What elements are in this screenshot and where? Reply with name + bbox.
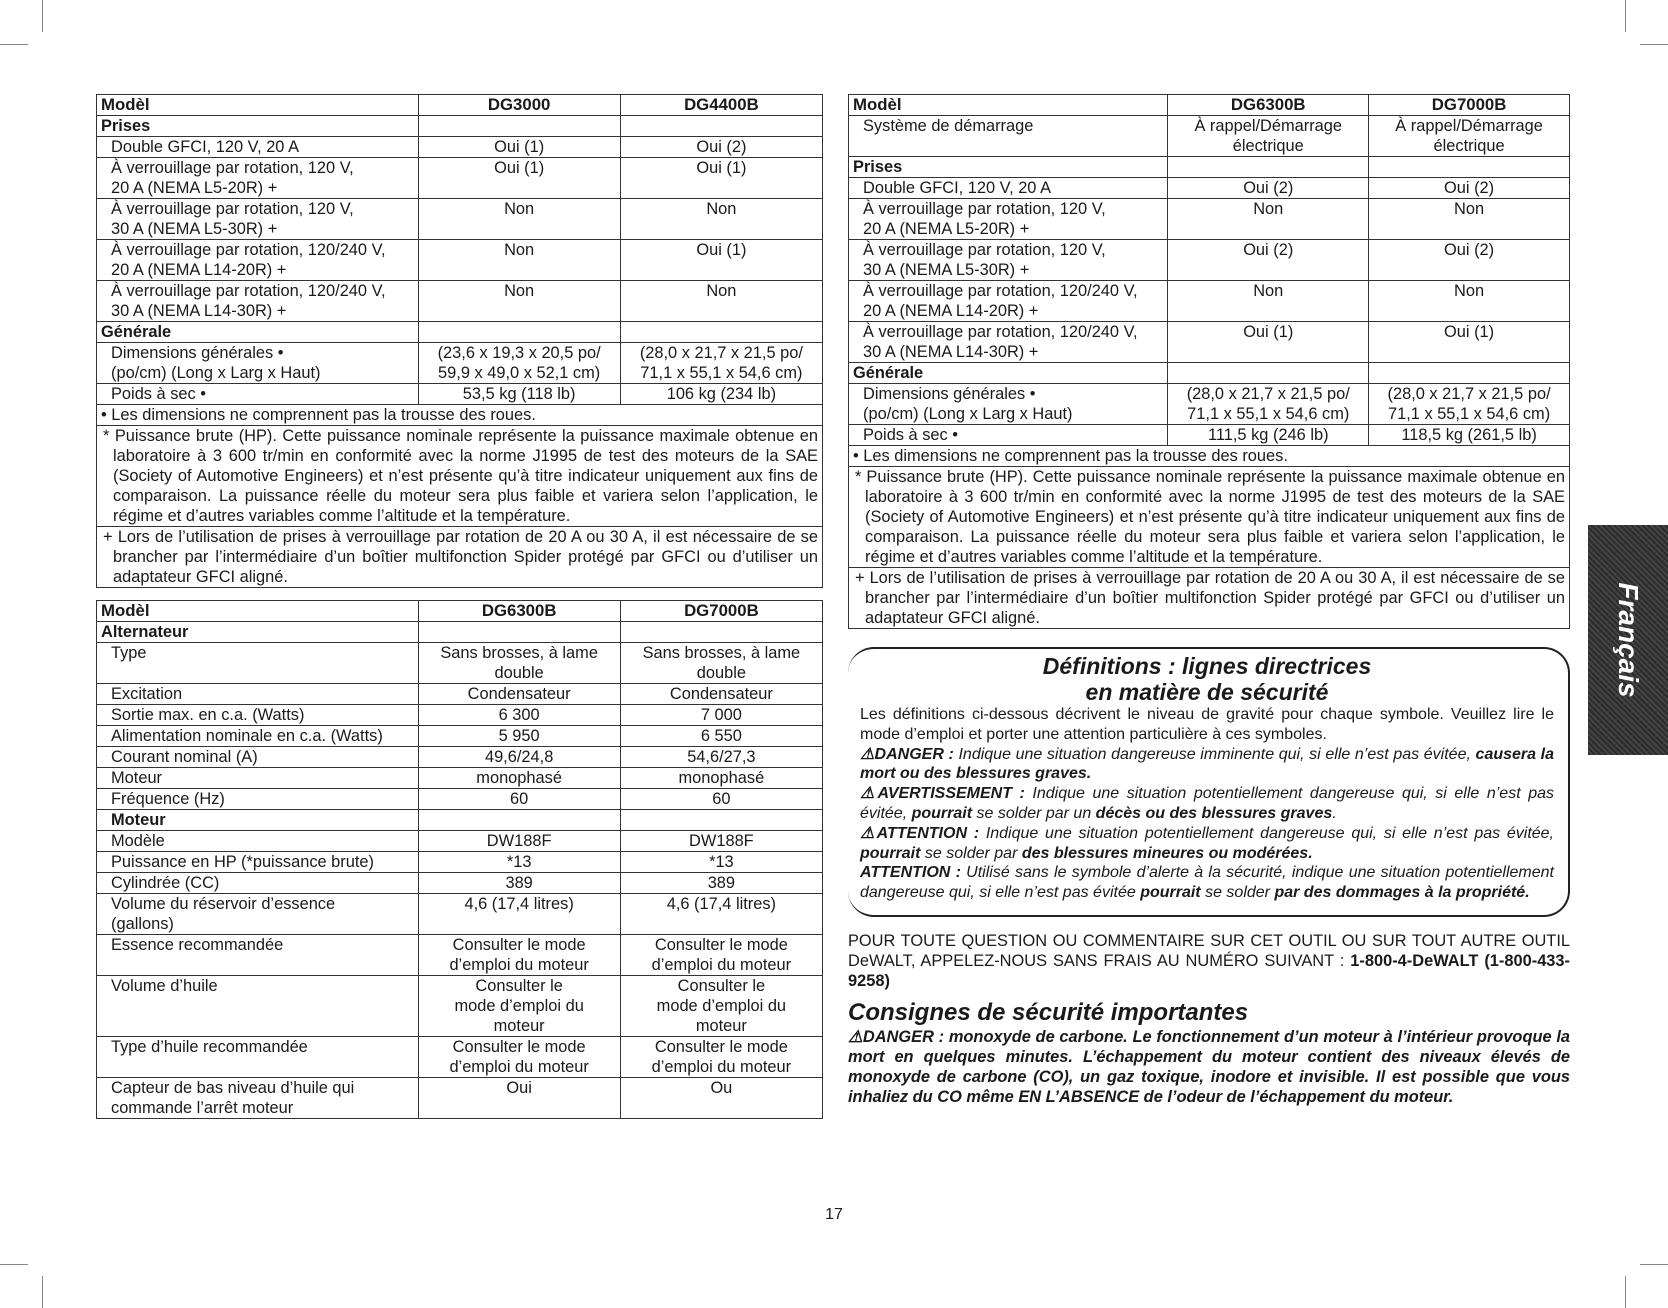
value-model-b bbox=[1369, 363, 1570, 384]
danger-definition: ⚠DANGER : Indique une situation dangereuse imminente qui, si elle n’est pas évitée, causera la mort ou des blessures graves. bbox=[860, 745, 1555, 783]
value-model-a bbox=[1168, 157, 1369, 178]
table-row bbox=[97, 684, 823, 705]
row-label: Essence recommandée bbox=[97, 935, 419, 976]
value-model-b: 54,6/27,3 bbox=[620, 747, 822, 768]
table-row bbox=[97, 1078, 823, 1119]
value-model-b: Oui (2) bbox=[620, 137, 822, 158]
crop-mark bbox=[42, 0, 43, 32]
value-model-b bbox=[620, 810, 822, 831]
column-header-model-b: DG7000B bbox=[620, 601, 822, 622]
table-header-row bbox=[97, 601, 823, 622]
table-note bbox=[97, 426, 823, 527]
value-model-b: Ou bbox=[620, 1078, 822, 1119]
table-row bbox=[97, 747, 823, 768]
table-section-row bbox=[849, 363, 1570, 384]
value-model-b: Condensateur bbox=[620, 684, 822, 705]
crop-mark bbox=[1625, 0, 1626, 32]
table-note-text: * Puissance brute (HP). Cette puissance nominale représente la puissance maximale obtenue en laboratoire à 3 600 tr/min en conformité avec la norme J1995 de test des moteurs de la SAE (Society of Automotive Engineers) et n’est présente qu’à titre indicateur uniquement aux fins de comparaison. La puissance réelle du moteur sera plus faible et variera selon l’application, le régime et d’autres variables comme l’altitude et la température. bbox=[855, 468, 1565, 566]
value-model-b: Non bbox=[620, 281, 822, 322]
row-label: À verrouillage par rotation, 120 V, 20 A (NEMA L5-20R) + bbox=[97, 158, 419, 199]
table-row bbox=[849, 322, 1570, 363]
row-label: Cylindrée (CC) bbox=[97, 873, 419, 894]
value-model-a bbox=[418, 622, 620, 643]
table-header-row bbox=[97, 95, 823, 116]
value-model-a: (28,0 x 21,7 x 21,5 po/ 71,1 x 55,1 x 54,6 cm) bbox=[1168, 384, 1369, 425]
table-row bbox=[849, 240, 1570, 281]
row-label: Type bbox=[97, 643, 419, 684]
value-model-b: 106 kg (234 lb) bbox=[620, 384, 822, 405]
row-label: À verrouillage par rotation, 120/240 V, 30 A (NEMA L14-30R) + bbox=[849, 322, 1168, 363]
value-model-a: Consulter le mode d’emploi du moteur bbox=[418, 1037, 620, 1078]
crop-mark bbox=[1625, 1276, 1626, 1308]
table-note-row bbox=[97, 426, 823, 527]
value-model-a: Oui (1) bbox=[1168, 322, 1369, 363]
value-model-a: Oui (1) bbox=[418, 158, 620, 199]
value-model-b: *13 bbox=[620, 852, 822, 873]
notice-label: ATTENTION : bbox=[860, 864, 961, 882]
value-model-a: 4,6 (17,4 litres) bbox=[418, 894, 620, 935]
row-label: Double GFCI, 120 V, 20 A bbox=[849, 178, 1168, 199]
value-model-b: monophasé bbox=[620, 768, 822, 789]
crop-mark bbox=[1640, 44, 1668, 45]
value-model-b: (28,0 x 21,7 x 21,5 po/ 71,1 x 55,1 x 54,6 cm) bbox=[1369, 384, 1570, 425]
value-model-a: Non bbox=[418, 281, 620, 322]
value-model-a: Non bbox=[1168, 199, 1369, 240]
value-model-a: Consulter le mode d’emploi du moteur bbox=[418, 976, 620, 1037]
table-row bbox=[97, 281, 823, 322]
column-header-model-b: DG4400B bbox=[620, 95, 822, 116]
value-model-a: 6 300 bbox=[418, 705, 620, 726]
warning-label: ⚠AVERTISSEMENT : bbox=[860, 785, 1025, 803]
left-column bbox=[96, 94, 823, 1119]
value-model-b: Consulter le mode d’emploi du moteur bbox=[620, 935, 822, 976]
row-label: Fréquence (Hz) bbox=[97, 789, 419, 810]
value-model-a: monophasé bbox=[418, 768, 620, 789]
table-row bbox=[849, 178, 1570, 199]
contact-info: POUR TOUTE QUESTION OU COMMENTAIRE SUR CET OUTIL OU SUR TOUT AUTRE OUTIL DeWALT, APPELEZ-NOUS SANS FRAIS AU NUMÉRO SUIVANT : 1-800-4-DeWALT (1-800-433-9258) bbox=[848, 931, 1570, 990]
row-label: Poids à sec • bbox=[849, 425, 1168, 446]
value-model-a bbox=[418, 322, 620, 343]
column-header-model-b: DG7000B bbox=[1369, 95, 1570, 116]
table-row bbox=[97, 726, 823, 747]
value-model-a: Consulter le mode d’emploi du moteur bbox=[418, 935, 620, 976]
table-note-row bbox=[849, 446, 1570, 467]
phone-number: 1-800-4-DeWALT (1-800-433-9258) bbox=[848, 951, 1570, 990]
safety-title-line-1: Définitions : lignes directrices bbox=[1042, 653, 1372, 679]
row-label: Modèle bbox=[97, 831, 419, 852]
row-label: À verrouillage par rotation, 120/240 V, 20 A (NEMA L14-20R) + bbox=[849, 281, 1168, 322]
row-label: Moteur bbox=[97, 768, 419, 789]
column-header-model-a: DG6300B bbox=[1168, 95, 1369, 116]
language-tab-label: Français bbox=[1613, 582, 1644, 698]
table-section-row bbox=[97, 322, 823, 343]
table-row bbox=[97, 137, 823, 158]
value-model-b: Sans brosses, à lame double bbox=[620, 643, 822, 684]
row-label: À verrouillage par rotation, 120 V, 20 A (NEMA L5-20R) + bbox=[849, 199, 1168, 240]
value-model-a: Oui bbox=[418, 1078, 620, 1119]
spec-table-dg3000-dg4400b bbox=[96, 94, 823, 588]
value-model-a: 111,5 kg (246 lb) bbox=[1168, 425, 1369, 446]
row-label: Alimentation nominale en c.a. (Watts) bbox=[97, 726, 419, 747]
value-model-a: Non bbox=[1168, 281, 1369, 322]
value-model-b: Oui (1) bbox=[1369, 322, 1570, 363]
row-label: Capteur de bas niveau d’huile qui commande l’arrêt moteur bbox=[97, 1078, 419, 1119]
value-model-b: (28,0 x 21,7 x 21,5 po/ 71,1 x 55,1 x 54,6 cm) bbox=[620, 343, 822, 384]
value-model-b: 4,6 (17,4 litres) bbox=[620, 894, 822, 935]
table-row bbox=[97, 976, 823, 1037]
value-model-a: 5 950 bbox=[418, 726, 620, 747]
crop-mark bbox=[0, 44, 28, 45]
value-model-a: Non bbox=[418, 240, 620, 281]
table-section-row bbox=[97, 810, 823, 831]
table-row bbox=[97, 643, 823, 684]
crop-mark bbox=[1640, 1264, 1668, 1265]
value-model-a: *13 bbox=[418, 852, 620, 873]
caution-definition: ⚠ATTENTION : Indique une situation potentiellement dangereuse qui, si elle n’est pas évitée, pourrait se solder par des blessures mineures ou modérées. bbox=[860, 824, 1555, 862]
value-model-a: Oui (1) bbox=[418, 137, 620, 158]
row-label: Puissance en HP (*puissance brute) bbox=[97, 852, 419, 873]
right-column bbox=[848, 94, 1570, 1107]
value-model-a bbox=[1168, 363, 1369, 384]
row-label: Volume d’huile bbox=[97, 976, 419, 1037]
table-note-row bbox=[849, 467, 1570, 568]
table-note bbox=[849, 568, 1570, 629]
caution-label: ⚠ATTENTION : bbox=[860, 824, 980, 842]
row-label: Prises bbox=[97, 116, 419, 137]
value-model-b: Oui (2) bbox=[1369, 240, 1570, 281]
column-header-model: Modèl bbox=[97, 601, 419, 622]
language-tab bbox=[1588, 525, 1668, 755]
table-row bbox=[97, 343, 823, 384]
notice-definition: ATTENTION : Utilisé sans le symbole d’alerte à la sécurité, indique une situation potentiellement dangereuse qui, si elle n’est pas évitée pourrait se solder par des dommages à la propriété. bbox=[860, 864, 1554, 902]
table-note-row bbox=[849, 568, 1570, 629]
important-safety-title: Consignes de sécurité importantes bbox=[848, 998, 1249, 1026]
row-label: Double GFCI, 120 V, 20 A bbox=[97, 137, 419, 158]
value-model-b: Oui (2) bbox=[1369, 178, 1570, 199]
crop-mark bbox=[42, 1276, 43, 1308]
table-row bbox=[849, 281, 1570, 322]
row-label: Générale bbox=[97, 322, 419, 343]
table-row bbox=[97, 1037, 823, 1078]
column-header-model-a: DG6300B bbox=[418, 601, 620, 622]
row-label: À verrouillage par rotation, 120/240 V, 30 A (NEMA L14-30R) + bbox=[97, 281, 419, 322]
value-model-b: Oui (1) bbox=[620, 158, 822, 199]
row-label: Dimensions générales • (po/cm) (Long x Larg x Haut) bbox=[97, 343, 419, 384]
table-row bbox=[97, 789, 823, 810]
table-row bbox=[849, 199, 1570, 240]
value-model-b: 6 550 bbox=[620, 726, 822, 747]
table-note bbox=[849, 467, 1570, 568]
value-model-b bbox=[620, 622, 822, 643]
table-row bbox=[97, 705, 823, 726]
row-label: Poids à sec • bbox=[97, 384, 419, 405]
column-header-model: Modèl bbox=[97, 95, 419, 116]
value-model-b: Non bbox=[620, 199, 822, 240]
value-model-a: Sans brosses, à lame double bbox=[418, 643, 620, 684]
warning-definition: ⚠AVERTISSEMENT : Indique une situation potentiellement dangereuse qui, si elle n’est pas évitée, pourrait se solder par un décès ou des blessures graves. bbox=[860, 785, 1554, 822]
row-label: Sortie max. en c.a. (Watts) bbox=[97, 705, 419, 726]
value-model-b bbox=[620, 116, 822, 137]
value-model-b: Consulter le mode d’emploi du moteur bbox=[620, 976, 822, 1037]
table-note bbox=[97, 527, 823, 588]
row-label: Prises bbox=[849, 157, 1168, 178]
table-note-row bbox=[97, 405, 823, 426]
row-label: Excitation bbox=[97, 684, 419, 705]
row-label: Volume du réservoir d’essence (gallons) bbox=[97, 894, 419, 935]
value-model-a bbox=[418, 810, 620, 831]
table-row bbox=[97, 384, 823, 405]
safety-title-line-2: en matière de sécurité bbox=[1085, 679, 1329, 705]
value-model-a: Condensateur bbox=[418, 684, 620, 705]
safety-intro: Les définitions ci-dessous décrivent le niveau de gravité pour chaque symbole. Veuillez lire le mode d’emploi et porter une attention particulière à ces symboles. bbox=[860, 706, 1554, 743]
table-row bbox=[97, 852, 823, 873]
table-row bbox=[97, 158, 823, 199]
table-section-row bbox=[849, 157, 1570, 178]
value-model-a bbox=[418, 116, 620, 137]
value-model-b: À rappel/Démarrage électrique bbox=[1369, 116, 1570, 157]
row-label: Dimensions générales • (po/cm) (Long x Larg x Haut) bbox=[849, 384, 1168, 425]
table-note-text: + Lors de l’utilisation de prises à verrouillage par rotation de 20 A ou 30 A, il est nécessaire de se brancher par l’intermédiaire d’un boîtier multifonction Spider protégé par GFCI ou d’utiliser un adaptateur GFCI aligné. bbox=[103, 528, 818, 586]
value-model-a: Oui (2) bbox=[1168, 178, 1369, 199]
table-row bbox=[849, 425, 1570, 446]
table-section-row bbox=[97, 622, 823, 643]
value-model-a: 60 bbox=[418, 789, 620, 810]
table-note-text: • Les dimensions ne comprennent pas la trousse des roues. bbox=[853, 447, 1288, 465]
value-model-a: 53,5 kg (118 lb) bbox=[418, 384, 620, 405]
row-label: Moteur bbox=[97, 810, 419, 831]
spec-table-dg6300b-dg7000b-engine bbox=[96, 600, 823, 1119]
table-note bbox=[849, 446, 1570, 467]
value-model-a: Oui (2) bbox=[1168, 240, 1369, 281]
danger-label: ⚠DANGER : bbox=[860, 745, 954, 763]
value-model-a: 389 bbox=[418, 873, 620, 894]
value-model-b: DW188F bbox=[620, 831, 822, 852]
value-model-a: À rappel/Démarrage électrique bbox=[1168, 116, 1369, 157]
row-label: À verrouillage par rotation, 120 V, 30 A (NEMA L5-30R) + bbox=[849, 240, 1168, 281]
value-model-b: Consulter le mode d’emploi du moteur bbox=[620, 1037, 822, 1078]
table-row bbox=[97, 768, 823, 789]
table-row bbox=[97, 935, 823, 976]
table-header-row bbox=[849, 95, 1570, 116]
crop-mark bbox=[0, 1264, 28, 1265]
value-model-b bbox=[620, 322, 822, 343]
table-section-row bbox=[97, 116, 823, 137]
table-note-row bbox=[97, 527, 823, 588]
table-row bbox=[97, 894, 823, 935]
row-label: Alternateur bbox=[97, 622, 419, 643]
table-row bbox=[97, 240, 823, 281]
row-label: Système de démarrage bbox=[849, 116, 1168, 157]
value-model-b: 118,5 kg (261,5 lb) bbox=[1369, 425, 1570, 446]
value-model-b bbox=[1369, 157, 1570, 178]
table-row bbox=[849, 384, 1570, 425]
row-label: Courant nominal (A) bbox=[97, 747, 419, 768]
value-model-b: 60 bbox=[620, 789, 822, 810]
table-note-text: * Puissance brute (HP). Cette puissance nominale représente la puissance maximale obtenue en laboratoire à 3 600 tr/min en conformité avec la norme J1995 de test des moteurs de la SAE (Society of Automotive Engineers) et n’est présente qu’à titre indicateur uniquement aux fins de comparaison. La puissance réelle du moteur sera plus faible et variera selon l’application, le régime et d’autres variables comme l’altitude et la température. bbox=[103, 427, 818, 525]
table-note-text: + Lors de l’utilisation de prises à verrouillage par rotation de 20 A ou 30 A, il est nécessaire de se brancher par l’intermédiaire d’un boîtier multifonction Spider protégé par GFCI ou d’utiliser un adaptateur GFCI aligné. bbox=[855, 569, 1565, 627]
table-note bbox=[97, 405, 823, 426]
value-model-a: 49,6/24,8 bbox=[418, 747, 620, 768]
row-label: À verrouillage par rotation, 120 V, 30 A (NEMA L5-30R) + bbox=[97, 199, 419, 240]
value-model-b: 389 bbox=[620, 873, 822, 894]
row-label: Générale bbox=[849, 363, 1168, 384]
carbon-monoxide-danger: ⚠DANGER : monoxyde de carbone. Le fonctionnement d’un moteur à l’intérieur provoque la mort en quelques minutes. L’échappement du moteur contient des niveaux élevés de monoxyde de carbone (CO), un gaz toxique, inodore et invisible. Il est possible que vous inhaliez du CO même EN L’ABSENCE de l’odeur de l’échappement du moteur. bbox=[848, 1027, 1570, 1106]
table-row bbox=[849, 116, 1570, 157]
table-note-text: • Les dimensions ne comprennent pas la trousse des roues. bbox=[101, 406, 536, 424]
column-header-model-a: DG3000 bbox=[418, 95, 620, 116]
value-model-a: DW188F bbox=[418, 831, 620, 852]
table-row bbox=[97, 199, 823, 240]
value-model-b: Non bbox=[1369, 199, 1570, 240]
value-model-b: Oui (1) bbox=[620, 240, 822, 281]
value-model-a: (23,6 x 19,3 x 20,5 po/ 59,9 x 49,0 x 52,1 cm) bbox=[418, 343, 620, 384]
table-row bbox=[97, 831, 823, 852]
value-model-b: Non bbox=[1369, 281, 1570, 322]
table-row bbox=[97, 873, 823, 894]
value-model-b: 7 000 bbox=[620, 705, 822, 726]
column-header-model: Modèl bbox=[849, 95, 1168, 116]
page-number: 17 bbox=[825, 1206, 843, 1223]
value-model-a: Non bbox=[418, 199, 620, 240]
row-label: Type d’huile recommandée bbox=[97, 1037, 419, 1078]
safety-definitions-box bbox=[848, 647, 1570, 917]
row-label: À verrouillage par rotation, 120/240 V, 20 A (NEMA L14-20R) + bbox=[97, 240, 419, 281]
spec-table-dg6300b-dg7000b-receptacles bbox=[848, 94, 1570, 629]
